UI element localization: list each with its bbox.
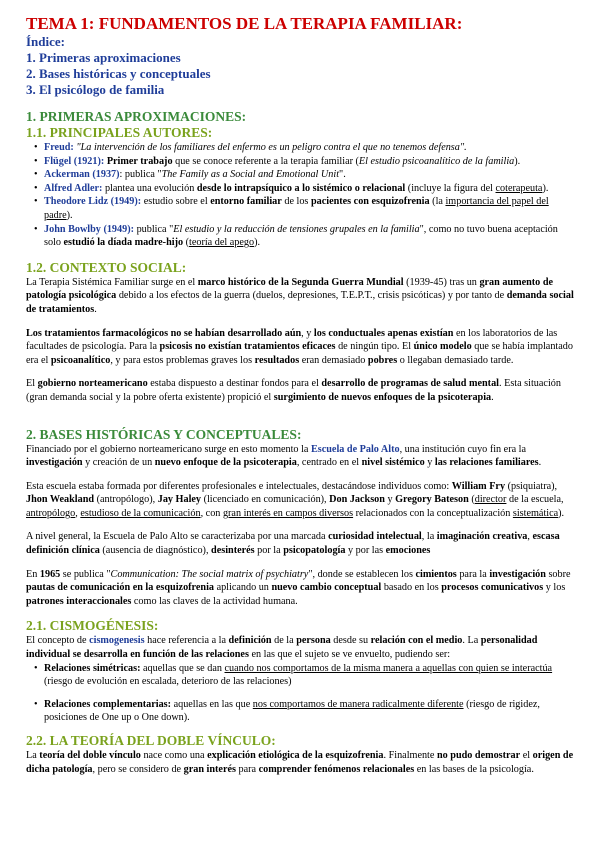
section-2-1-heading: 2.1. CISMOGÉNESIS: [26,618,159,634]
section-1-2-heading: 1.2. CONTEXTO SOCIAL: [26,259,187,275]
section-2-2-heading: 2.2. LA TEORÍA DEL DOBLE VÍNCULO: [26,733,276,748]
authors-list [26,141,574,250]
list-item: • Flügel (1921): Primer trabajo que se conoce referente a la terapia familiar (El estudio psicoanalítico de la familia). [44,155,574,169]
paragraph: La teoría del doble vínculo nace como una explicación etiológica de la esquizofrenia. Finalmente no pudo demostrar el origen de dicha patología, pero se considero de gran interés para comprender fenómenos relacionales en las bases de la psicología. [26,750,574,775]
list-item: • Relaciones simétricas: aquellas que se dan cuando nos comportamos de la misma manera a aquellas con quien se interactúa (riesgo de evolución en escalada, deterioro de las relaciones) [44,662,574,689]
list-item: • Theodore Lidz (1949): estudio sobre el entorno familiar de los pacientes con esquizofrenia (la importancia del papel del padre). [44,195,574,222]
paragraph: Esta escuela estaba formada por diferentes profesionales e intelectuales, destacándose individuos como: William Fry (psiquiatra), Jhon Weakland (antropólogo), Jay Haley (licenciado en comunicación), Don Jackson y Gregory Bateson (director de la escuela, antropólogo, estudioso de la comunicación, con gran interés en campos diversos relacionados con la conceptualización sistemática). [26,480,565,519]
relations-list [26,662,574,725]
list-item: • John Bowlby (1949): publica "El estudio y la reducción de tensiones grupales en la familia", como no tuvo buena aceptación solo estudió la díada madre-hijo (teoría del apego). [44,223,574,250]
list-item: • Ackerman (1937): publica "The Family as a Social and Emotional Unit". [44,168,574,182]
section-2-heading: 2. BASES HISTÓRICAS Y CONCEPTUALES: [26,426,302,442]
index-item-3[interactable]: 3. El psicólogo de familia [26,82,165,97]
index-item-1[interactable]: 1. Primeras aproximaciones [26,50,181,65]
section-1-heading: 1. PRIMERAS APROXIMACIONES: [26,109,247,124]
index-section [26,34,574,98]
list-item: • Alfred Adler: plantea una evolución desde lo intrapsíquico a lo sistémico o relacional (incluye la figura del coterapeuta). [44,182,574,196]
paragraph: Financiado por el gobierno norteamericano surge en esto momento la Escuela de Palo Alto, una institución cuyo fin era la investigación y creación de un nuevo enfoque de la psicoterapia, centrado en el nivel sistémico y las relaciones familiares. [26,443,542,469]
list-item: • Relaciones complementarias: aquellas en las que nos comportamos de manera radicalmente diferente (riesgo de rigidez, posiciones de One up o One down). [44,698,574,725]
paragraph: Los tratamientos farmacológicos no se habían desarrollado aún, y los conductuales apenas existían en los laboratorios de las facultades de psicología. Para la psicosis no existían tratamientos eficaces de ningún tipo. El único modelo que se había implantado era el psicoanalítico, y para estos problemas graves los resultados eran demasiado pobres o llegaban demasiado tarde. [26,327,573,366]
paragraph: En 1965 se publica "Communication: The social matrix of psychiatry", donde se establecen los cimientos para la investigación sobre pautas de comunicación en la esquizofrenia aplicando un nuevo cambio conceptual basado en los procesos comunicativos y los patrones interaccionales como las claves de la actividad humana. [26,568,571,607]
index-item-2[interactable]: 2. Bases históricas y conceptuales [26,66,211,81]
index-heading: Índice: [26,34,65,49]
list-item: • Freud: "La intervención de los familiares del enfermo es un peligro contra el que no tenemos defensa". [44,141,574,155]
paragraph: El gobierno norteamericano estaba dispuesto a destinar fondos para el desarrollo de programas de salud mental. Esta situación (gran demanda social y la pobre oferta existente) propició el surgimiento de nuevos enfoques de la psicoterapia. [26,378,561,403]
paragraph: El concepto de cismogenesis hace referencia a la definición de la persona desde su relación con el medio. La personalidad individual se desarrolla en función de las relaciones en las que el sujeto se ve envuelto, pudiendo ser: [26,635,538,661]
document-title: TEMA 1: FUNDAMENTOS DE LA TERAPIA FAMILIAR: [26,14,463,33]
section-1-1-heading: 1.1. PRINCIPALES AUTORES: [26,125,213,140]
paragraph: A nivel general, la Escuela de Palo Alto se caracterizaba por una marcada curiosidad intelectual, la imaginación creativa, escasa definición clínica (ausencia de diagnóstico), desinterés por la psicopatología y por las emociones [26,531,560,557]
paragraph: La Terapia Sistémica Familiar surge en el marco histórico de la Segunda Guerra Mundial (1939-45) tras un gran aumento de patología psicológica debido a los efectos de la guerra (duelos, depresiones, T.E.P.T., crisis psicóticas) y por tanto de demanda social de tratamientos. [26,276,574,315]
